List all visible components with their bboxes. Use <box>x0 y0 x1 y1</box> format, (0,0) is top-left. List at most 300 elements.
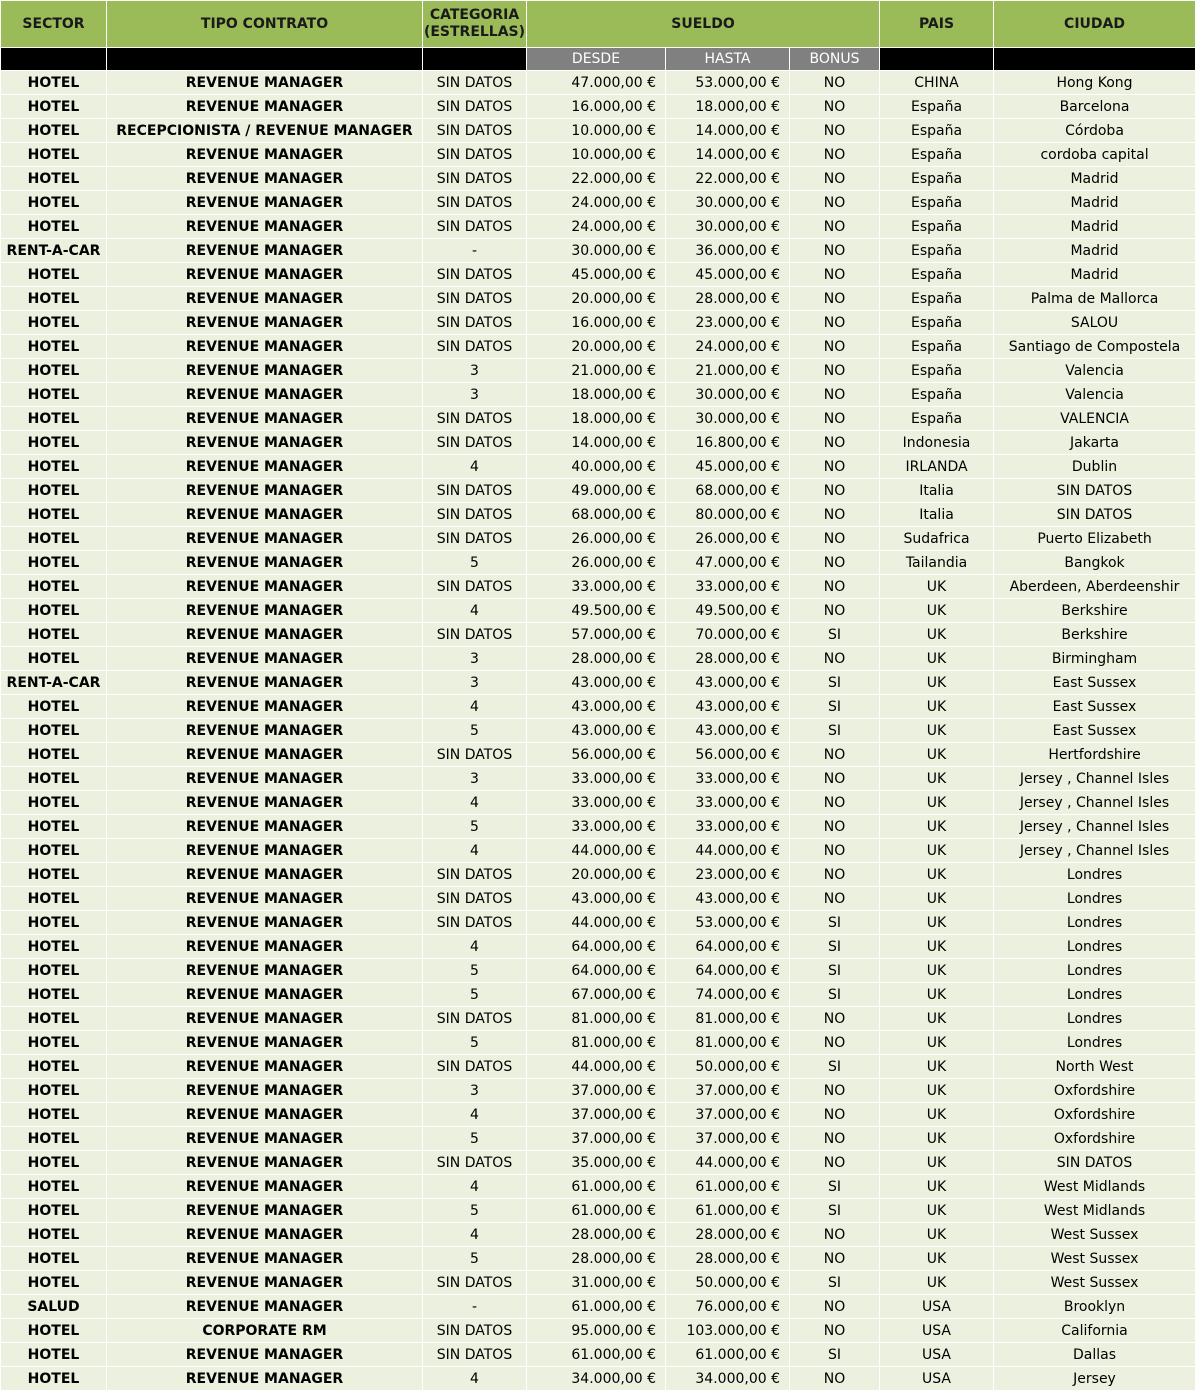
bonus-cell: NO <box>790 215 880 239</box>
pais-cell: USA <box>880 1295 994 1319</box>
table-row <box>1 431 1195 455</box>
categoria-cell: SIN DATOS <box>423 623 527 647</box>
categoria-cell: SIN DATOS <box>423 431 527 455</box>
header-sueldo: SUELDO <box>527 1 880 48</box>
header-sector: SECTOR <box>1 1 107 48</box>
ciudad-cell: Berkshire <box>994 599 1195 623</box>
bonus-cell: NO <box>790 767 880 791</box>
ciudad-cell: Jakarta <box>994 431 1195 455</box>
bonus-cell: NO <box>790 455 880 479</box>
bonus-cell: SI <box>790 695 880 719</box>
categoria-cell: 3 <box>423 1079 527 1103</box>
hasta-cell: 21.000,00 € <box>666 359 790 383</box>
header-desde: DESDE <box>527 48 666 71</box>
sector-cell: HOTEL <box>1 1223 107 1247</box>
bonus-cell: NO <box>790 791 880 815</box>
sector-cell: HOTEL <box>1 71 107 95</box>
ciudad-cell: Puerto Elizabeth <box>994 527 1195 551</box>
categoria-cell: SIN DATOS <box>423 575 527 599</box>
categoria-cell: 3 <box>423 383 527 407</box>
pais-cell: UK <box>880 1127 994 1151</box>
ciudad-cell: Birmingham <box>994 647 1195 671</box>
pais-cell: UK <box>880 1151 994 1175</box>
table-row <box>1 1295 1195 1319</box>
header-ciudad: CIUDAD <box>994 1 1195 48</box>
ciudad-cell: SIN DATOS <box>994 1151 1195 1175</box>
bonus-cell: NO <box>790 119 880 143</box>
categoria-cell: SIN DATOS <box>423 407 527 431</box>
bonus-cell: NO <box>790 503 880 527</box>
hasta-cell: 49.500,00 € <box>666 599 790 623</box>
tipo-contrato-cell: REVENUE MANAGER <box>107 911 423 935</box>
hasta-cell: 70.000,00 € <box>666 623 790 647</box>
desde-cell: 16.000,00 € <box>527 311 666 335</box>
desde-cell: 31.000,00 € <box>527 1271 666 1295</box>
ciudad-cell: Valencia <box>994 359 1195 383</box>
sector-cell: HOTEL <box>1 1079 107 1103</box>
pais-cell: Sudafrica <box>880 527 994 551</box>
bonus-cell: SI <box>790 1343 880 1367</box>
table-row <box>1 95 1195 119</box>
pais-cell: USA <box>880 1367 994 1391</box>
sector-cell: HOTEL <box>1 767 107 791</box>
table-row <box>1 359 1195 383</box>
desde-cell: 64.000,00 € <box>527 959 666 983</box>
ciudad-cell: Madrid <box>994 167 1195 191</box>
ciudad-cell: Dallas <box>994 1343 1195 1367</box>
categoria-cell: 3 <box>423 671 527 695</box>
bonus-cell: SI <box>790 1271 880 1295</box>
hasta-cell: 22.000,00 € <box>666 167 790 191</box>
sector-cell: RENT-A-CAR <box>1 671 107 695</box>
hasta-cell: 37.000,00 € <box>666 1127 790 1151</box>
hasta-cell: 103.000,00 € <box>666 1319 790 1343</box>
sector-cell: HOTEL <box>1 1055 107 1079</box>
ciudad-cell: Londres <box>994 911 1195 935</box>
tipo-contrato-cell: REVENUE MANAGER <box>107 695 423 719</box>
sector-cell: HOTEL <box>1 431 107 455</box>
hasta-cell: 74.000,00 € <box>666 983 790 1007</box>
table-row <box>1 263 1195 287</box>
categoria-cell: 3 <box>423 767 527 791</box>
desde-cell: 81.000,00 € <box>527 1007 666 1031</box>
categoria-cell: 5 <box>423 1199 527 1223</box>
table-row <box>1 1031 1195 1055</box>
ciudad-cell: West Midlands <box>994 1175 1195 1199</box>
table-row <box>1 767 1195 791</box>
desde-cell: 61.000,00 € <box>527 1343 666 1367</box>
tipo-contrato-cell: REVENUE MANAGER <box>107 1103 423 1127</box>
hasta-cell: 44.000,00 € <box>666 1151 790 1175</box>
tipo-contrato-cell: REVENUE MANAGER <box>107 839 423 863</box>
categoria-cell: SIN DATOS <box>423 1271 527 1295</box>
categoria-cell: 3 <box>423 647 527 671</box>
bonus-cell: SI <box>790 1055 880 1079</box>
hasta-cell: 76.000,00 € <box>666 1295 790 1319</box>
sector-cell: HOTEL <box>1 335 107 359</box>
table-row <box>1 1247 1195 1271</box>
ciudad-cell: Hong Kong <box>994 71 1195 95</box>
ciudad-cell: Aberdeen, Aberdeenshir <box>994 575 1195 599</box>
categoria-cell: SIN DATOS <box>423 215 527 239</box>
sector-cell: HOTEL <box>1 143 107 167</box>
sector-cell: HOTEL <box>1 215 107 239</box>
sector-cell: HOTEL <box>1 623 107 647</box>
tipo-contrato-cell: RECEPCIONISTA / REVENUE MANAGER <box>107 119 423 143</box>
bonus-cell: NO <box>790 1247 880 1271</box>
ciudad-cell: cordoba capital <box>994 143 1195 167</box>
ciudad-cell: SIN DATOS <box>994 503 1195 527</box>
bonus-cell: NO <box>790 1151 880 1175</box>
hasta-cell: 50.000,00 € <box>666 1055 790 1079</box>
ciudad-cell: Valencia <box>994 383 1195 407</box>
bonus-cell: NO <box>790 191 880 215</box>
pais-cell: UK <box>880 767 994 791</box>
sector-cell: HOTEL <box>1 839 107 863</box>
table-row <box>1 311 1195 335</box>
table-row <box>1 215 1195 239</box>
sector-cell: HOTEL <box>1 1031 107 1055</box>
tipo-contrato-cell: REVENUE MANAGER <box>107 455 423 479</box>
categoria-cell: SIN DATOS <box>423 1055 527 1079</box>
hasta-cell: 50.000,00 € <box>666 1271 790 1295</box>
categoria-cell: - <box>423 239 527 263</box>
table-row <box>1 1079 1195 1103</box>
sector-cell: HOTEL <box>1 647 107 671</box>
desde-cell: 37.000,00 € <box>527 1079 666 1103</box>
hasta-cell: 14.000,00 € <box>666 143 790 167</box>
pais-cell: UK <box>880 887 994 911</box>
tipo-contrato-cell: REVENUE MANAGER <box>107 263 423 287</box>
bonus-cell: NO <box>790 1319 880 1343</box>
pais-cell: España <box>880 287 994 311</box>
hasta-cell: 81.000,00 € <box>666 1007 790 1031</box>
tipo-contrato-cell: REVENUE MANAGER <box>107 743 423 767</box>
hasta-cell: 61.000,00 € <box>666 1199 790 1223</box>
categoria-cell: SIN DATOS <box>423 167 527 191</box>
desde-cell: 28.000,00 € <box>527 647 666 671</box>
categoria-cell: SIN DATOS <box>423 95 527 119</box>
ciudad-cell: Jersey , Channel Isles <box>994 839 1195 863</box>
sector-cell: HOTEL <box>1 287 107 311</box>
tipo-contrato-cell: REVENUE MANAGER <box>107 407 423 431</box>
tipo-contrato-cell: REVENUE MANAGER <box>107 1367 423 1391</box>
pais-cell: CHINA <box>880 71 994 95</box>
hasta-cell: 18.000,00 € <box>666 95 790 119</box>
desde-cell: 43.000,00 € <box>527 671 666 695</box>
bonus-cell: NO <box>790 263 880 287</box>
bonus-cell: SI <box>790 911 880 935</box>
ciudad-cell: Oxfordshire <box>994 1103 1195 1127</box>
tipo-contrato-cell: REVENUE MANAGER <box>107 935 423 959</box>
pais-cell: España <box>880 143 994 167</box>
sector-cell: HOTEL <box>1 1175 107 1199</box>
sector-cell: HOTEL <box>1 1247 107 1271</box>
desde-cell: 28.000,00 € <box>527 1247 666 1271</box>
desde-cell: 68.000,00 € <box>527 503 666 527</box>
desde-cell: 61.000,00 € <box>527 1199 666 1223</box>
pais-cell: UK <box>880 959 994 983</box>
table-row <box>1 1199 1195 1223</box>
ciudad-cell: Barcelona <box>994 95 1195 119</box>
hasta-cell: 43.000,00 € <box>666 887 790 911</box>
bonus-cell: NO <box>790 599 880 623</box>
ciudad-cell: Bangkok <box>994 551 1195 575</box>
table-row <box>1 527 1195 551</box>
sector-cell: HOTEL <box>1 119 107 143</box>
tipo-contrato-cell: REVENUE MANAGER <box>107 1031 423 1055</box>
ciudad-cell: Madrid <box>994 215 1195 239</box>
table-row <box>1 1151 1195 1175</box>
bonus-cell: NO <box>790 335 880 359</box>
desde-cell: 43.000,00 € <box>527 719 666 743</box>
categoria-cell: 4 <box>423 1223 527 1247</box>
bonus-cell: NO <box>790 1127 880 1151</box>
sector-cell: HOTEL <box>1 1127 107 1151</box>
header-blank-pais <box>880 48 994 71</box>
hasta-cell: 43.000,00 € <box>666 671 790 695</box>
pais-cell: España <box>880 311 994 335</box>
tipo-contrato-cell: REVENUE MANAGER <box>107 1199 423 1223</box>
header-categoria <box>423 1 527 48</box>
hasta-cell: 28.000,00 € <box>666 1247 790 1271</box>
table-row <box>1 743 1195 767</box>
ciudad-cell: Jersey , Channel Isles <box>994 767 1195 791</box>
tipo-contrato-cell: REVENUE MANAGER <box>107 623 423 647</box>
categoria-cell: SIN DATOS <box>423 479 527 503</box>
ciudad-cell: Londres <box>994 1007 1195 1031</box>
categoria-cell: 5 <box>423 1031 527 1055</box>
table-row <box>1 935 1195 959</box>
ciudad-cell: VALENCIA <box>994 407 1195 431</box>
ciudad-cell: Oxfordshire <box>994 1127 1195 1151</box>
pais-cell: UK <box>880 671 994 695</box>
bonus-cell: NO <box>790 1103 880 1127</box>
hasta-cell: 45.000,00 € <box>666 455 790 479</box>
ciudad-cell: Hertfordshire <box>994 743 1195 767</box>
tipo-contrato-cell: REVENUE MANAGER <box>107 335 423 359</box>
bonus-cell: NO <box>790 359 880 383</box>
sector-cell: HOTEL <box>1 599 107 623</box>
hasta-cell: 33.000,00 € <box>666 575 790 599</box>
ciudad-cell: Londres <box>994 1031 1195 1055</box>
desde-cell: 24.000,00 € <box>527 215 666 239</box>
bonus-cell: SI <box>790 935 880 959</box>
sector-cell: HOTEL <box>1 1199 107 1223</box>
bonus-cell: NO <box>790 1079 880 1103</box>
pais-cell: UK <box>880 599 994 623</box>
bonus-cell: SI <box>790 623 880 647</box>
hasta-cell: 53.000,00 € <box>666 71 790 95</box>
categoria-cell: 4 <box>423 1367 527 1391</box>
bonus-cell: NO <box>790 1007 880 1031</box>
desde-cell: 14.000,00 € <box>527 431 666 455</box>
header-blank-tipo <box>107 48 423 71</box>
ciudad-cell: Londres <box>994 935 1195 959</box>
pais-cell: UK <box>880 695 994 719</box>
sector-cell: HOTEL <box>1 1151 107 1175</box>
hasta-cell: 28.000,00 € <box>666 1223 790 1247</box>
hasta-cell: 14.000,00 € <box>666 119 790 143</box>
hasta-cell: 23.000,00 € <box>666 863 790 887</box>
pais-cell: Italia <box>880 479 994 503</box>
tipo-contrato-cell: CORPORATE RM <box>107 1319 423 1343</box>
bonus-cell: NO <box>790 863 880 887</box>
ciudad-cell: Dublin <box>994 455 1195 479</box>
sector-cell: HOTEL <box>1 983 107 1007</box>
desde-cell: 95.000,00 € <box>527 1319 666 1343</box>
table-row <box>1 551 1195 575</box>
sector-cell: HOTEL <box>1 575 107 599</box>
bonus-cell: NO <box>790 287 880 311</box>
categoria-cell: SIN DATOS <box>423 1151 527 1175</box>
pais-cell: UK <box>880 911 994 935</box>
table-row <box>1 167 1195 191</box>
table-row <box>1 815 1195 839</box>
tipo-contrato-cell: REVENUE MANAGER <box>107 599 423 623</box>
sector-cell: HOTEL <box>1 1343 107 1367</box>
sector-cell: HOTEL <box>1 911 107 935</box>
table-row <box>1 887 1195 911</box>
categoria-cell: SIN DATOS <box>423 527 527 551</box>
ciudad-cell: California <box>994 1319 1195 1343</box>
table-row <box>1 911 1195 935</box>
categoria-cell: 5 <box>423 815 527 839</box>
table-row <box>1 479 1195 503</box>
hasta-cell: 28.000,00 € <box>666 647 790 671</box>
sector-cell: SALUD <box>1 1295 107 1319</box>
desde-cell: 44.000,00 € <box>527 911 666 935</box>
hasta-cell: 23.000,00 € <box>666 311 790 335</box>
tipo-contrato-cell: REVENUE MANAGER <box>107 959 423 983</box>
categoria-cell: 4 <box>423 1103 527 1127</box>
hasta-cell: 53.000,00 € <box>666 911 790 935</box>
bonus-cell: NO <box>790 839 880 863</box>
table-row <box>1 791 1195 815</box>
categoria-cell: SIN DATOS <box>423 143 527 167</box>
ciudad-cell: East Sussex <box>994 695 1195 719</box>
table-row <box>1 287 1195 311</box>
sector-cell: HOTEL <box>1 959 107 983</box>
bonus-cell: NO <box>790 95 880 119</box>
table-row <box>1 1127 1195 1151</box>
tipo-contrato-cell: REVENUE MANAGER <box>107 287 423 311</box>
table-row <box>1 455 1195 479</box>
table-row <box>1 239 1195 263</box>
desde-cell: 43.000,00 € <box>527 695 666 719</box>
pais-cell: UK <box>880 1199 994 1223</box>
sector-cell: HOTEL <box>1 1103 107 1127</box>
hasta-cell: 28.000,00 € <box>666 287 790 311</box>
desde-cell: 10.000,00 € <box>527 119 666 143</box>
table-row <box>1 671 1195 695</box>
table-row <box>1 719 1195 743</box>
pais-cell: UK <box>880 839 994 863</box>
sector-cell: HOTEL <box>1 1007 107 1031</box>
tipo-contrato-cell: REVENUE MANAGER <box>107 479 423 503</box>
ciudad-cell: SALOU <box>994 311 1195 335</box>
sector-cell: HOTEL <box>1 503 107 527</box>
tipo-contrato-cell: REVENUE MANAGER <box>107 1223 423 1247</box>
pais-cell: UK <box>880 1223 994 1247</box>
ciudad-cell: Córdoba <box>994 119 1195 143</box>
bonus-cell: NO <box>790 1367 880 1391</box>
bonus-cell: NO <box>790 575 880 599</box>
pais-cell: UK <box>880 935 994 959</box>
sector-cell: HOTEL <box>1 815 107 839</box>
pais-cell: UK <box>880 1271 994 1295</box>
hasta-cell: 33.000,00 € <box>666 815 790 839</box>
desde-cell: 26.000,00 € <box>527 527 666 551</box>
pais-cell: España <box>880 359 994 383</box>
pais-cell: UK <box>880 863 994 887</box>
table-row <box>1 383 1195 407</box>
tipo-contrato-cell: REVENUE MANAGER <box>107 1175 423 1199</box>
pais-cell: Italia <box>880 503 994 527</box>
bonus-cell: NO <box>790 71 880 95</box>
ciudad-cell: Londres <box>994 863 1195 887</box>
tipo-contrato-cell: REVENUE MANAGER <box>107 503 423 527</box>
tipo-contrato-cell: REVENUE MANAGER <box>107 215 423 239</box>
pais-cell: España <box>880 407 994 431</box>
categoria-cell: SIN DATOS <box>423 911 527 935</box>
desde-cell: 56.000,00 € <box>527 743 666 767</box>
categoria-cell: SIN DATOS <box>423 311 527 335</box>
table-row <box>1 1271 1195 1295</box>
sector-cell: HOTEL <box>1 359 107 383</box>
hasta-cell: 34.000,00 € <box>666 1367 790 1391</box>
pais-cell: España <box>880 335 994 359</box>
pais-cell: UK <box>880 575 994 599</box>
desde-cell: 44.000,00 € <box>527 839 666 863</box>
categoria-cell: SIN DATOS <box>423 287 527 311</box>
table-row <box>1 191 1195 215</box>
desde-cell: 33.000,00 € <box>527 791 666 815</box>
hasta-cell: 81.000,00 € <box>666 1031 790 1055</box>
sector-cell: HOTEL <box>1 263 107 287</box>
ciudad-cell: Londres <box>994 959 1195 983</box>
bonus-cell: NO <box>790 815 880 839</box>
hasta-cell: 64.000,00 € <box>666 959 790 983</box>
table-row <box>1 1055 1195 1079</box>
tipo-contrato-cell: REVENUE MANAGER <box>107 767 423 791</box>
bonus-cell: SI <box>790 1199 880 1223</box>
table-row <box>1 647 1195 671</box>
sector-cell: HOTEL <box>1 887 107 911</box>
sector-cell: HOTEL <box>1 167 107 191</box>
bonus-cell: NO <box>790 431 880 455</box>
categoria-cell: SIN DATOS <box>423 743 527 767</box>
tipo-contrato-cell: REVENUE MANAGER <box>107 311 423 335</box>
desde-cell: 10.000,00 € <box>527 143 666 167</box>
categoria-cell: 5 <box>423 551 527 575</box>
pais-cell: España <box>880 215 994 239</box>
categoria-cell: SIN DATOS <box>423 887 527 911</box>
pais-cell: IRLANDA <box>880 455 994 479</box>
sector-cell: HOTEL <box>1 791 107 815</box>
header-tipo-contrato: TIPO CONTRATO <box>107 1 423 48</box>
tipo-contrato-cell: REVENUE MANAGER <box>107 887 423 911</box>
tipo-contrato-cell: REVENUE MANAGER <box>107 359 423 383</box>
desde-cell: 30.000,00 € <box>527 239 666 263</box>
bonus-cell: NO <box>790 1031 880 1055</box>
pais-cell: UK <box>880 1103 994 1127</box>
ciudad-cell: Jersey , Channel Isles <box>994 815 1195 839</box>
pais-cell: España <box>880 95 994 119</box>
categoria-cell: SIN DATOS <box>423 503 527 527</box>
hasta-cell: 61.000,00 € <box>666 1343 790 1367</box>
desde-cell: 47.000,00 € <box>527 71 666 95</box>
